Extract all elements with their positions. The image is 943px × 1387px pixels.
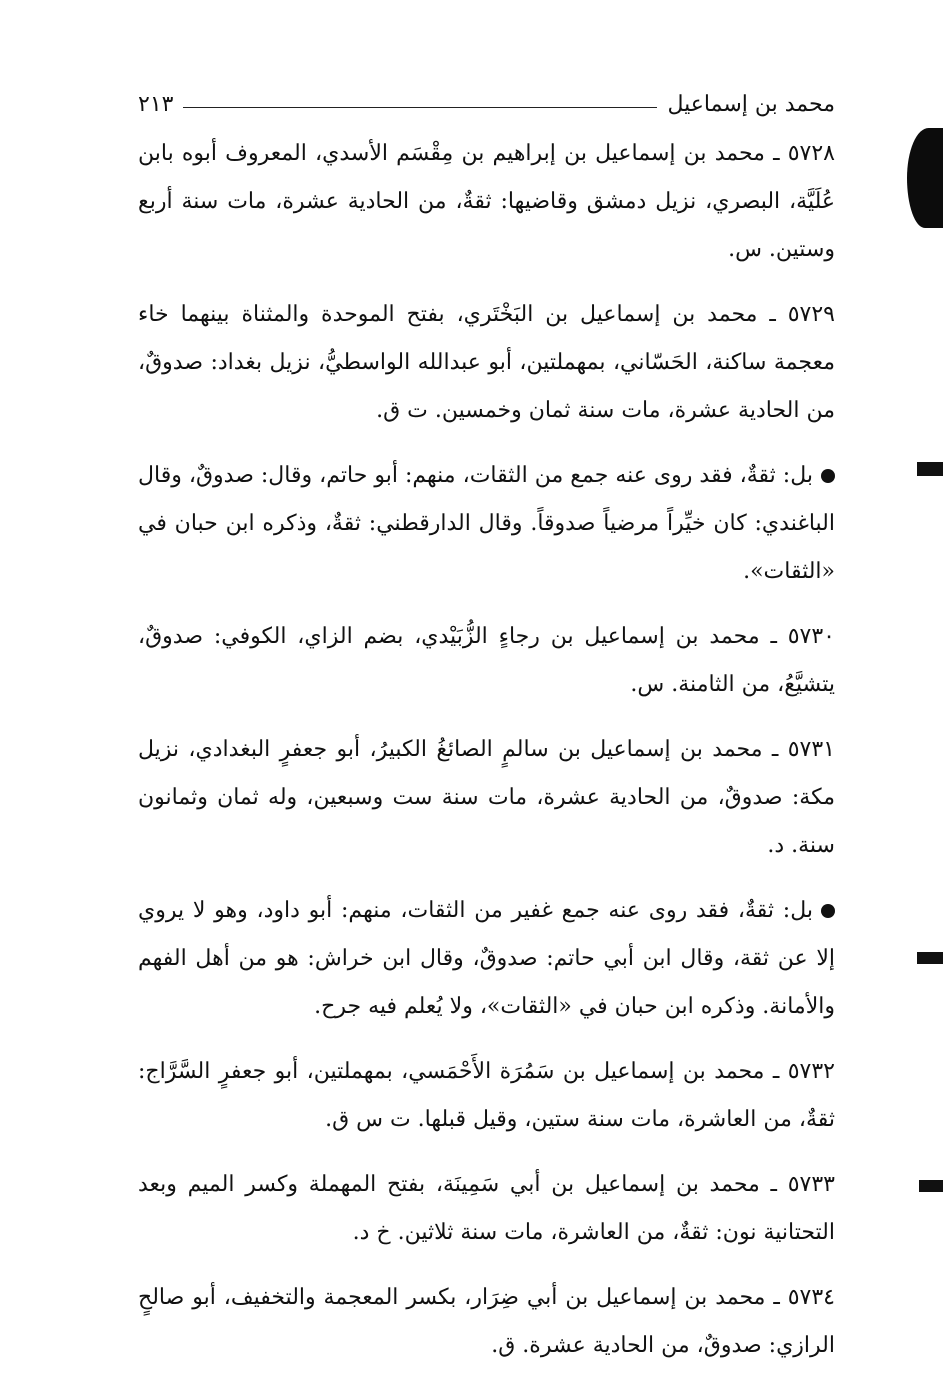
biography-entry-5733	[138, 1161, 835, 1257]
entry-text: ٥٧٣١ ـ محمد بن إسماعيل بن سالمٍ الصائغُ الكبيرُ، أبو جعفرٍ البغدادي، نزيل مكة: صدوقٌ، من الحادية عشرة، مات سنة ست وسبعين، وله ثمان وثمانون سنة. د.	[138, 737, 835, 858]
biography-entry-5731	[138, 726, 835, 870]
page-number: ٢١٣	[138, 91, 174, 117]
scan-edge-mark	[917, 952, 943, 964]
biography-entry-5728	[138, 130, 835, 274]
bullet-icon	[821, 469, 835, 483]
editor-note	[138, 887, 835, 1031]
biography-entry-5729	[138, 291, 835, 435]
scan-edge-mark	[917, 462, 943, 476]
entry-text: ٥٧٣٠ ـ محمد بن إسماعيل بن رجاءٍ الزُّبَيْدي، بضم الزاي، الكوفي: صدوقٌ، يتشيَّعُ، من الثامنة. س.	[138, 624, 835, 697]
scan-ink-blot	[907, 128, 943, 228]
editor-note	[138, 452, 835, 596]
entry-text: ٥٧٢٩ ـ محمد بن إسماعيل بن البَخْتَري، بفتح الموحدة والمثناة بينهما خاء معجمة ساكنة، الحَسّاني، بمهملتين، أبو عبدالله الواسطيُّ، نزيل بغداد: صدوقٌ، من الحادية عشرة، مات سنة ثمان وخمسين. ت ق.	[138, 302, 835, 423]
running-title: محمد بن إسماعيل	[667, 91, 835, 117]
note-text: بل: ثقةٌ، فقد روى عنه جمع من الثقات، منهم: أبو حاتم، وقال: صدوقٌ، وقال الباغندي: كان خيِّراً مرضياً صدوقاً. وقال الدارقطني: ثقةٌ، وذكره ابن حبان في «الثقات».	[138, 463, 835, 584]
entry-text: ٥٧٣٤ ـ محمد بن إسماعيل بن أبي ضِرَار، بكسر المعجمة والتخفيف، أبو صالحٍ الرازي: صدوقٌ، من الحادية عشرة. ق.	[138, 1285, 835, 1358]
scan-edge-mark	[919, 1180, 943, 1192]
entry-text: ٥٧٣٢ ـ محمد بن إسماعيل بن سَمُرَة الأَحْمَسي، بمهملتين، أبو جعفرٍ السَّرَّاج: ثقةٌ، من العاشرة، مات سنة ستين، وقيل قبلها. ت س ق.	[138, 1059, 835, 1132]
header-rule	[183, 107, 657, 108]
biography-entry-5732	[138, 1048, 835, 1144]
entry-text: ٥٧٣٣ ـ محمد بن إسماعيل بن أبي سَمِينَة، بفتح المهملة وكسر الميم وبعد التحتانية نون: ثقةٌ، من العاشرة، مات سنة ثلاثين. خ د.	[138, 1172, 835, 1245]
bullet-icon	[821, 904, 835, 918]
biography-entry-5730	[138, 613, 835, 709]
biography-entry-5734	[138, 1274, 835, 1370]
page-body	[138, 130, 835, 1387]
note-text: بل: ثقةٌ، فقد روى عنه جمع غفير من الثقات، منهم: أبو داود، وهو لا يروي إلا عن ثقة، وقال ابن أبي حاتم: صدوقٌ، وقال ابن خراش: هو من أهل الفهم والأمانة. وذكره ابن حبان في «الثقات»، ولا يُعلم فيه جرح.	[138, 898, 835, 1019]
entry-text: ٥٧٢٨ ـ محمد بن إسماعيل بن إبراهيم بن مِقْسَم الأسدي، المعروف أبوه بابن عُلَيَّة، البصري، نزيل دمشق وقاضيها: ثقةٌ، من الحادية عشرة، مات سنة أربع وستين. س.	[138, 141, 835, 262]
page-header	[138, 86, 835, 122]
